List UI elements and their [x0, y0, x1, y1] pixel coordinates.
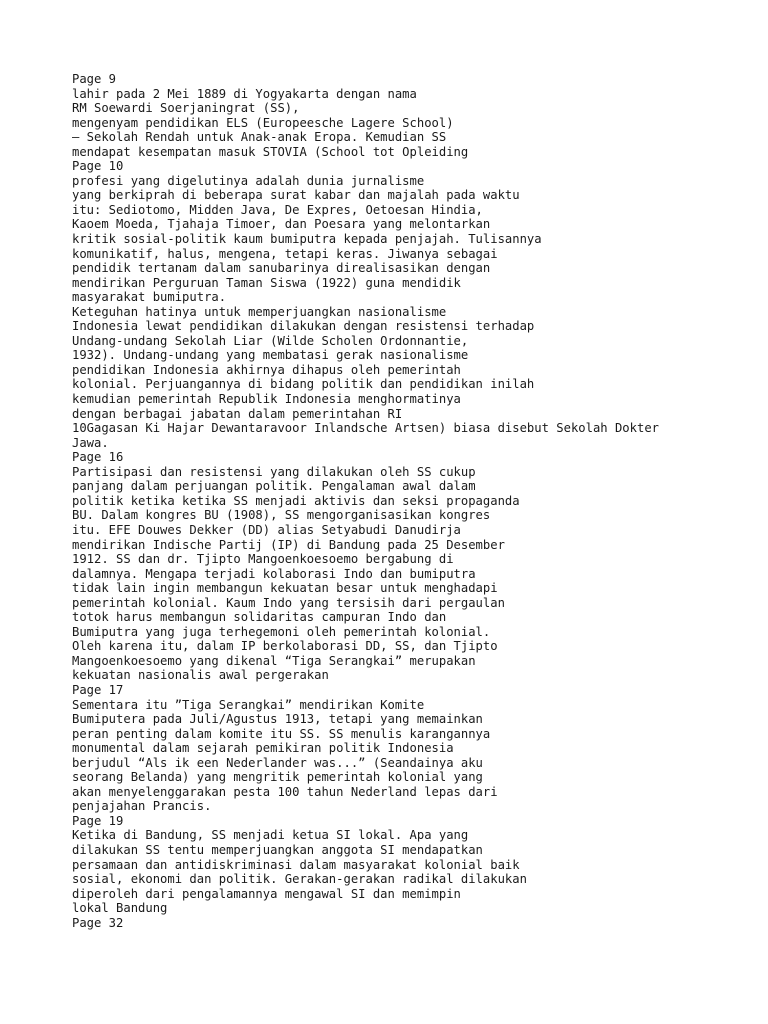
- text-line: seorang Belanda) yang mengritik pemerintah kolonial yang: [72, 770, 483, 785]
- text-line: BU. Dalam kongres BU (1908), SS mengorganisasikan kongres: [72, 508, 491, 523]
- text-line: 1912. SS dan dr. Tjipto Mangoenkoesoemo bergabung di: [72, 552, 454, 567]
- text-line: – Sekolah Rendah untuk Anak-anak Eropa. Kemudian SS: [72, 130, 447, 145]
- text-line: pemerintah kolonial. Kaum Indo yang tersisih dari pergaulan: [72, 595, 505, 610]
- text-line: dalamnya. Mengapa terjadi kolaborasi Indo dan bumiputra: [72, 566, 476, 581]
- text-line: totok harus membangun solidaritas campuran Indo dan: [72, 610, 447, 625]
- text-line: Jawa.: [72, 435, 109, 450]
- text-line: yang berkiprah di beberapa surat kabar dan majalah pada waktu: [72, 188, 520, 203]
- page-label: Page 9: [72, 72, 117, 86]
- text-line: pendidik tertanam dalam sanubarinya direalisasikan dengan: [72, 261, 491, 276]
- text-line: peran penting dalam komite itu SS. SS menulis karangannya: [72, 726, 491, 741]
- text-line: Oleh karena itu, dalam IP berkolaborasi DD, SS, dan Tjipto: [72, 639, 498, 654]
- text-line: penjajahan Prancis.: [72, 799, 212, 814]
- text-line: akan menyelenggarakan pesta 100 tahun Nederland lepas dari: [72, 784, 498, 799]
- text-line: politik ketika ketika SS menjadi aktivis dan seksi propaganda: [72, 493, 520, 508]
- text-line: lokal Bandung: [72, 901, 168, 916]
- text-line: mengenyam pendidikan ELS (Europeesche Lagere School): [72, 115, 454, 130]
- text-line: Bumiputra yang juga terhegemoni oleh pemerintah kolonial.: [72, 624, 491, 639]
- text-line: Indonesia lewat pendidikan dilakukan dengan resistensi terhadap: [72, 319, 535, 334]
- document-body: [72, 72, 762, 930]
- page-label: Page 10: [72, 159, 124, 174]
- text-line: mendirikan Perguruan Taman Siswa (1922) guna mendidik: [72, 275, 461, 290]
- text-line: Sementara itu ”Tiga Serangkai” mendirikan Komite: [72, 697, 425, 712]
- text-line: Keteguhan hatinya untuk memperjuangkan nasionalisme: [72, 304, 447, 319]
- text-line: Ketika di Bandung, SS menjadi ketua SI lokal. Apa yang: [72, 828, 469, 843]
- text-line: monumental dalam sejarah pemikiran politik Indonesia: [72, 741, 454, 756]
- text-line: itu: Sediotomo, Midden Java, De Expres, Oetoesan Hindia,: [72, 202, 483, 217]
- page-label: Page 16: [72, 450, 124, 465]
- text-line: masyarakat bumiputra.: [72, 290, 227, 305]
- text-line: Bumiputera pada Juli/Agustus 1913, tetapi yang memainkan: [72, 712, 483, 727]
- text-line: kritik sosial-politik kaum bumiputra kepada penjajah. Tulisannya: [72, 232, 542, 247]
- text-line: 10Gagasan Ki Hajar Dewantaravoor Inlandsche Artsen) biasa disebut Sekolah Dokter: [72, 421, 659, 436]
- text-line: Partisipasi dan resistensi yang dilakukan oleh SS cukup: [72, 464, 476, 479]
- page-label: Page 32: [72, 915, 124, 930]
- text-line: berjudul “Als ik een Nederlander was...” (Seandainya aku: [72, 755, 483, 770]
- text-line: persamaan dan antidiskriminasi dalam masyarakat kolonial baik: [72, 857, 520, 872]
- text-line: Mangoenkoesoemo yang dikenal “Tiga Serangkai” merupakan: [72, 653, 476, 668]
- page-label: Page 17: [72, 682, 124, 697]
- text-line: mendapat kesempatan masuk STOVIA (School tot Opleiding: [72, 144, 469, 159]
- text-line: mendirikan Indische Partij (IP) di Bandung pada 25 Desember: [72, 537, 505, 552]
- text-line: dilakukan SS tentu memperjuangkan anggota SI mendapatkan: [72, 842, 483, 857]
- text-line: tidak lain ingin membangun kekuatan besar untuk menghadapi: [72, 581, 498, 596]
- text-line: lahir pada 2 Mei 1889 di Yogyakarta dengan nama: [72, 86, 417, 101]
- text-line: pendidikan Indonesia akhirnya dihapus oleh pemerintah: [72, 362, 461, 377]
- text-line: kekuatan nasionalis awal pergerakan: [72, 668, 329, 683]
- text-line: Undang-undang Sekolah Liar (Wilde Scholen Ordonnantie,: [72, 333, 469, 348]
- text-line: RM Soewardi Soerjaningrat (SS),: [72, 101, 300, 116]
- text-line: sosial, ekonomi dan politik. Gerakan-gerakan radikal dilakukan: [72, 872, 527, 887]
- text-line: kemudian pemerintah Republik Indonesia menghormatinya: [72, 392, 461, 407]
- text-line: Kaoem Moeda, Tjahaja Timoer, dan Poesara yang melontarkan: [72, 217, 491, 232]
- text-line: dengan berbagai jabatan dalam pemerintahan RI: [72, 406, 403, 421]
- text-line: komunikatif, halus, mengena, tetapi keras. Jiwanya sebagai: [72, 246, 498, 261]
- text-line: panjang dalam perjuangan politik. Pengalaman awal dalam: [72, 479, 476, 494]
- text-line: itu. EFE Douwes Dekker (DD) alias Setyabudi Danudirja: [72, 522, 461, 537]
- text-line: kolonial. Perjuangannya di bidang politik dan pendidikan inilah: [72, 377, 535, 392]
- text-line: profesi yang digelutinya adalah dunia jurnalisme: [72, 173, 425, 188]
- page-label: Page 19: [72, 813, 124, 828]
- text-line: 1932). Undang-undang yang membatasi gerak nasionalisme: [72, 348, 469, 363]
- text-line: diperoleh dari pengalamannya mengawal SI dan memimpin: [72, 886, 461, 901]
